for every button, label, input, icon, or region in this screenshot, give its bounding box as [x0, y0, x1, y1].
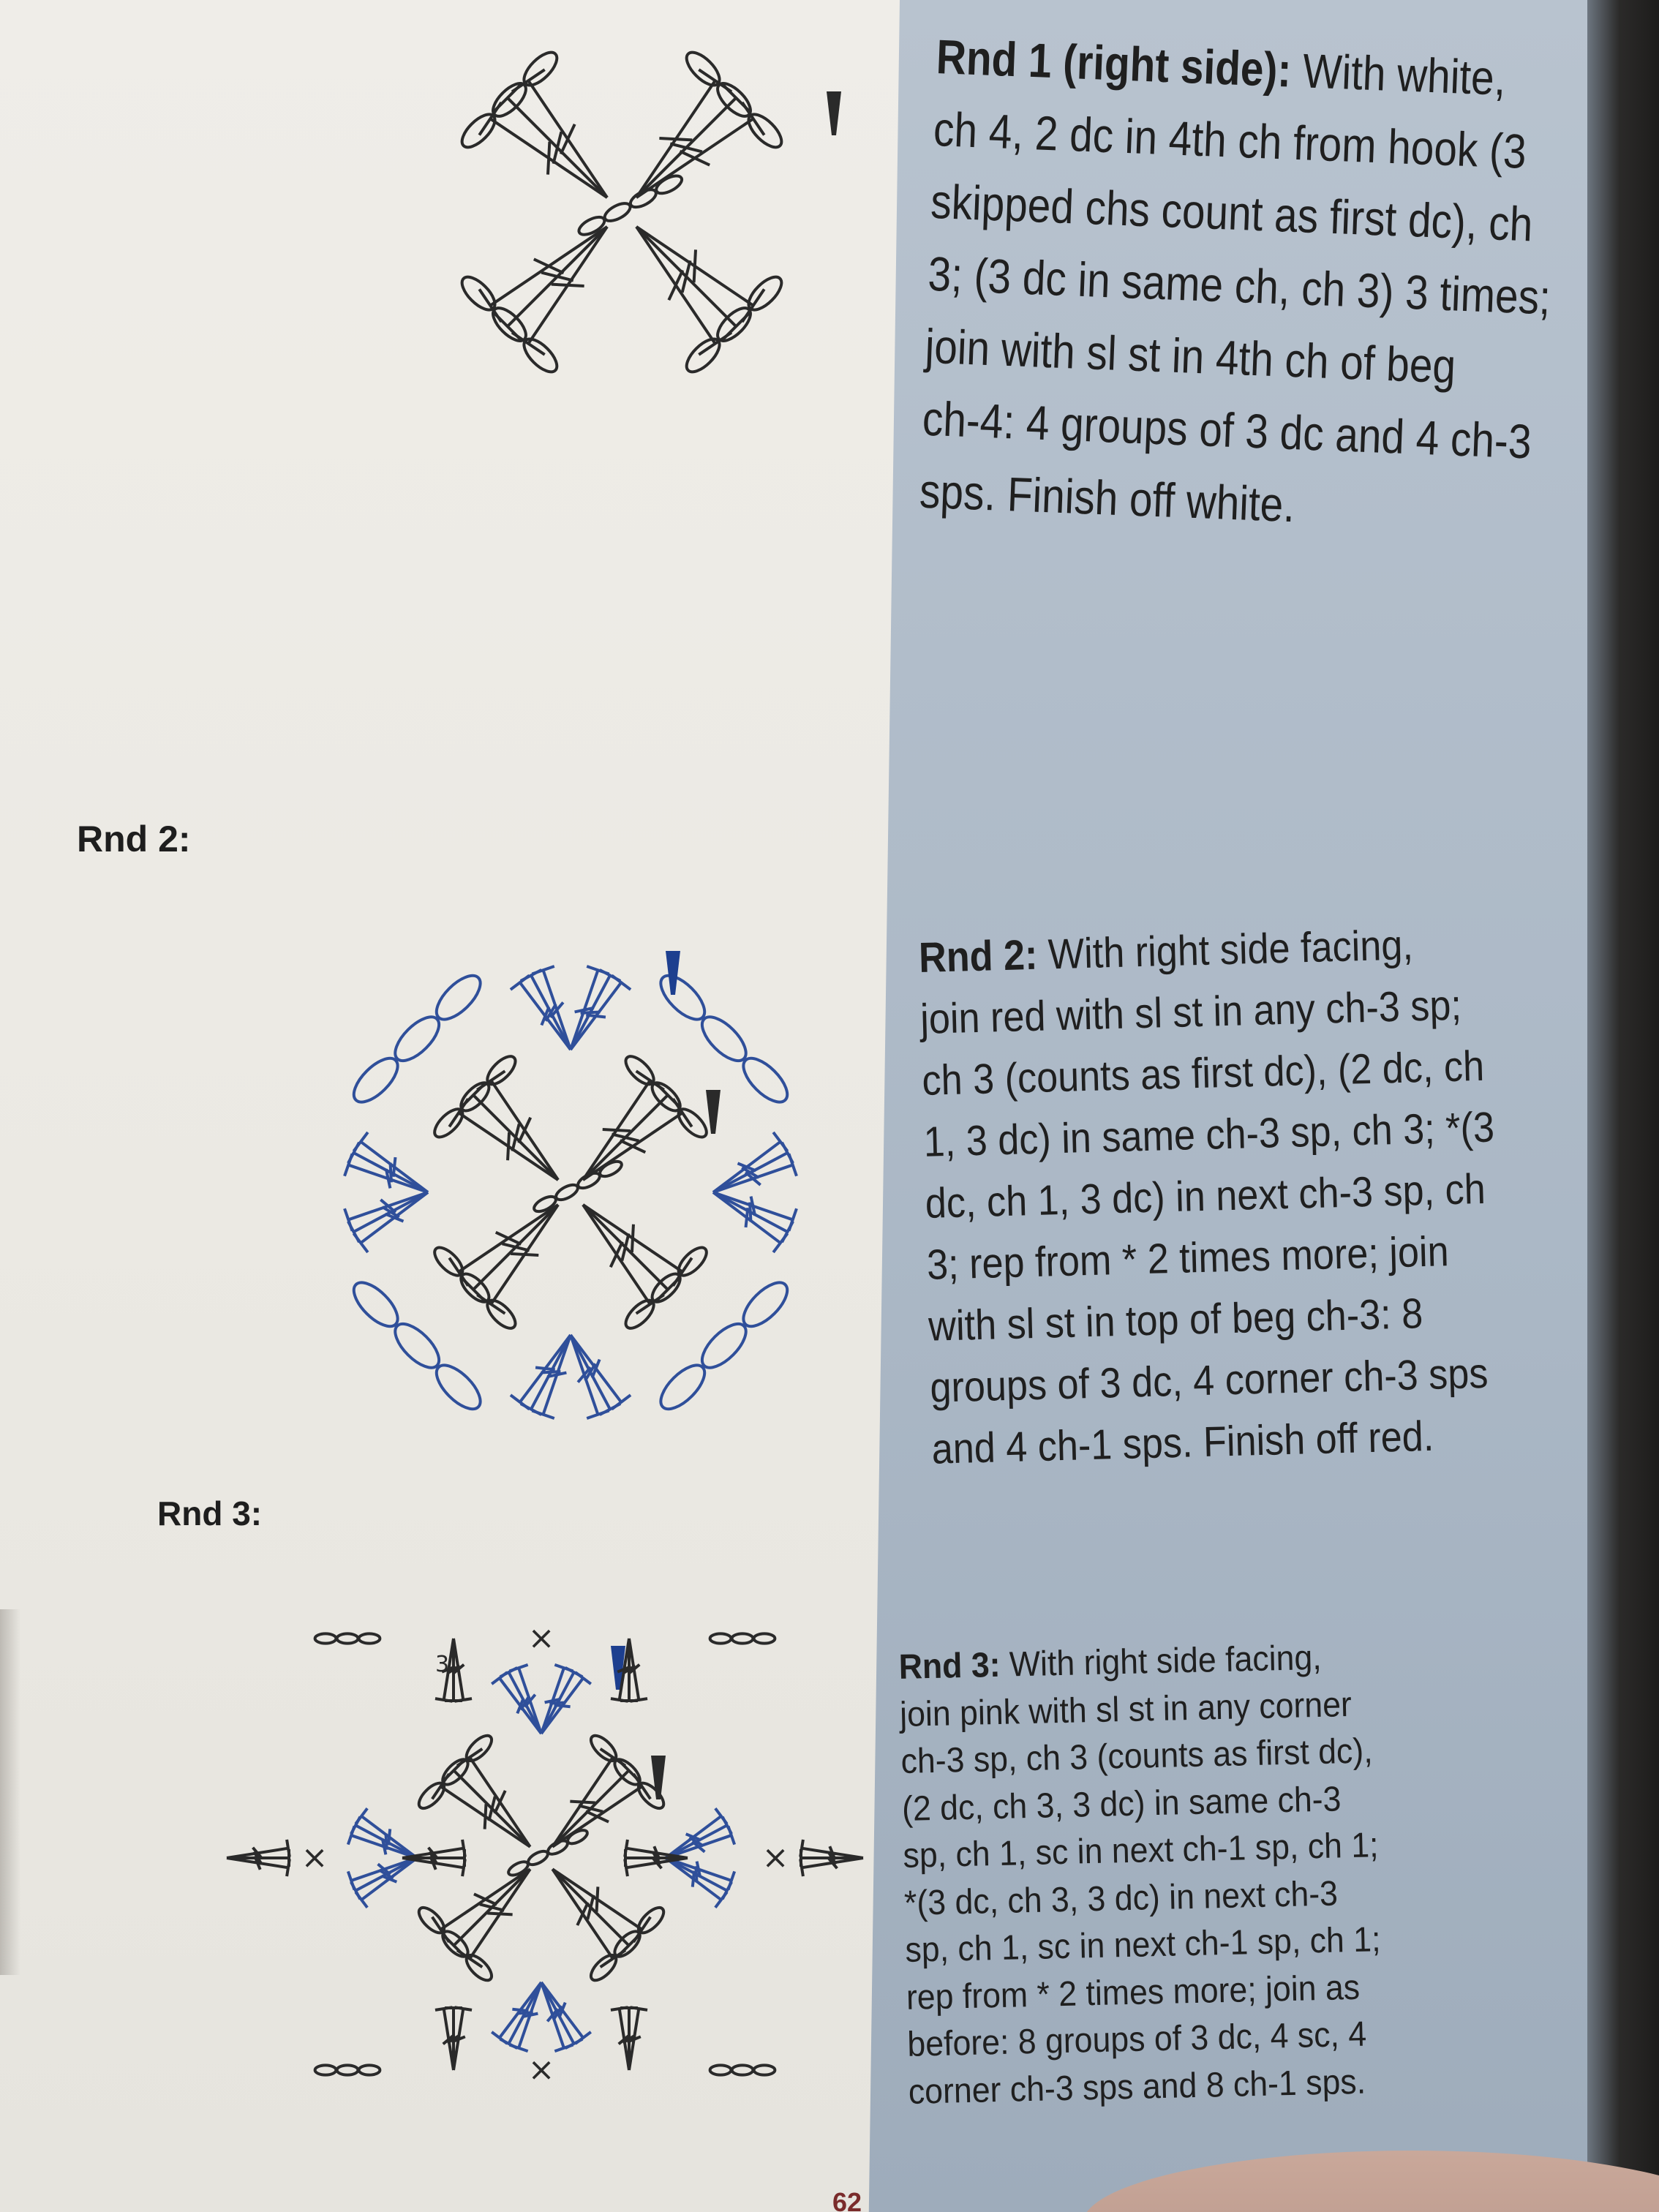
start-marker-icon	[651, 1756, 666, 1799]
rnd3-edge-dc-3	[625, 1840, 688, 1876]
dc-top	[631, 2007, 648, 2010]
rnd3-edge-dc-1	[611, 2007, 647, 2070]
dc-top	[612, 975, 631, 989]
rnd1-dc-group-2	[449, 1071, 558, 1180]
chain-stitch	[754, 1633, 775, 1643]
chain-stitch	[602, 200, 633, 225]
rnd3-diagram	[278, 1617, 819, 2092]
rnd3-text: sp, ch 1, sc in next ch-1 sp, ch 1;	[902, 1826, 1380, 1876]
rnd2-text: and 4 ch-1 sps. Finish off red.	[930, 1412, 1435, 1473]
dc-slash	[680, 151, 710, 165]
rnd1-dc-group-1	[479, 227, 607, 355]
rnd2-text: 1, 3 dc) in same ch-3 sp, ch 3; *(3	[922, 1103, 1495, 1166]
rnd1-motif	[456, 47, 786, 377]
dc-top	[576, 1672, 591, 1684]
rnd1-dc-group-1	[449, 1205, 558, 1314]
dc-slash	[485, 1804, 486, 1829]
rnd3-blue-dc-b2	[492, 1982, 541, 2051]
rnd3-edge-dc-1	[435, 2007, 472, 2070]
dc-slash	[489, 1797, 494, 1821]
start-marker-icon	[706, 1090, 721, 1134]
chain-stitch	[732, 1633, 753, 1643]
dc-slash	[487, 1914, 512, 1915]
chain-stitch	[337, 2065, 358, 2074]
dc-slash	[669, 270, 682, 300]
dc-slash	[496, 1233, 522, 1244]
rnd2-dc-group-b0	[571, 966, 631, 1050]
chain-stitch	[359, 1633, 380, 1643]
rnd2-outer-round	[345, 966, 797, 1418]
rnd2-dc-group-b2	[511, 1335, 571, 1418]
start-marker-blue-icon	[666, 951, 680, 995]
rnd2-text: dc, ch 1, 3 dc) in next ch-3 sp, ch	[925, 1165, 1486, 1227]
rnd1-diagram	[410, 0, 849, 439]
sc-stitch: ×	[301, 1839, 328, 1876]
dc-slash	[622, 1233, 628, 1260]
rnd1-dc-group-2	[479, 69, 607, 198]
chain-stitch	[359, 2065, 380, 2074]
chain-stitch	[654, 968, 712, 1026]
rnd2-label: Rnd 2:	[77, 819, 191, 859]
chain-stitch	[710, 1633, 731, 1643]
chain-stitch	[654, 1358, 712, 1416]
rnd3-heading: Rnd 3:	[898, 1645, 1001, 1687]
rnd1-dc-group-3	[636, 69, 764, 198]
chain-stitch	[710, 2065, 731, 2074]
rnd2-text: 3; rep from * 2 times more; join	[926, 1227, 1450, 1289]
dc-top	[353, 1132, 367, 1151]
dc-slash	[603, 1129, 631, 1131]
chain-stitch	[695, 1317, 753, 1374]
rnd2-dc-group-a0	[511, 966, 571, 1050]
dc-slash	[512, 1124, 519, 1151]
rnd1-dc-group-3	[583, 1071, 692, 1180]
dc-top	[773, 1233, 787, 1252]
rnd1-dc-group-0	[636, 227, 764, 355]
rnd1-text: With white,	[1290, 42, 1507, 105]
rnd3-blue-dc-a3	[348, 1858, 417, 1908]
dc-slash	[554, 1705, 571, 1707]
corner-count-label: 3	[435, 1652, 450, 1677]
dc-slash	[502, 1244, 529, 1250]
sc-stitch: ×	[761, 1839, 789, 1876]
rnd3-text: sp, ch 1, sc in next ch-1 sp, ch 1;	[904, 1920, 1381, 1970]
rnd3-text: corner ch-3 sps and 8 ch-1 sps.	[908, 2062, 1366, 2112]
rnd1-dc-group-1	[432, 1869, 530, 1967]
dc-top	[611, 1698, 628, 1701]
chain-stitch	[695, 1010, 753, 1068]
rnd1-dc-group-0	[552, 1869, 650, 1967]
dc-slash	[746, 1208, 748, 1227]
rnd2-dc-group-a2	[571, 1335, 631, 1418]
dc-slash	[512, 2009, 528, 2011]
rnd3-blue-dc-b0	[541, 1665, 591, 1734]
rnd1-text: ch-4: 4 groups of 3 dc and 4 ch-3	[921, 391, 1532, 469]
rnd3-text: join pink with sl st in any corner	[899, 1685, 1353, 1734]
chain-stitch	[315, 2065, 336, 2074]
chain-stitch	[347, 1276, 405, 1333]
dc-slash	[682, 260, 691, 293]
rnd2-text: with sl st in top of beg ch-3: 8	[928, 1290, 1423, 1350]
page-number: 62	[832, 2187, 862, 2212]
dc-top	[455, 2007, 473, 2010]
dc-slash	[480, 1904, 504, 1910]
dc-slash	[670, 143, 702, 151]
chain-stitch	[546, 1838, 569, 1857]
chain-stitch	[388, 1317, 446, 1374]
rnd1-dc-group-2	[432, 1749, 530, 1847]
dc-slash	[597, 1886, 598, 1911]
chain-stitch	[315, 1633, 336, 1643]
rnd3-blue-dc-a0	[492, 1665, 541, 1734]
rnd1-text: 3; (3 dc in same ch, ch 3) 3 times;	[927, 246, 1552, 325]
dc-slash	[388, 1829, 390, 1845]
chain-stitch	[737, 1276, 794, 1333]
dc-top	[492, 2032, 507, 2044]
dc-slash	[659, 138, 692, 140]
rnd3-text: With right side facing,	[999, 1638, 1323, 1685]
rnd3-corner-ch	[710, 1633, 775, 1643]
dc-slash	[587, 1895, 593, 1919]
rnd2-dc-group-b3	[345, 1132, 428, 1192]
sc-stitch: ×	[527, 1620, 555, 1657]
chain-stitch	[554, 1182, 580, 1203]
rnd1-motif	[430, 1052, 711, 1333]
chain-stitch	[429, 968, 487, 1026]
sc-stitch: ×	[527, 2051, 555, 2088]
dc-slash	[612, 1134, 639, 1140]
chain-stitch	[737, 1051, 794, 1109]
chain-stitch	[526, 1848, 549, 1867]
dc-slash	[511, 1254, 538, 1255]
rnd3-label: Rnd 3:	[157, 1494, 263, 1532]
rnd1-instructions	[918, 20, 1552, 549]
rnd1-text: join with sl st in 4th ch of beg	[924, 318, 1457, 394]
rnd2-dc-group-b1	[713, 1192, 797, 1252]
chain-stitch	[732, 2065, 753, 2074]
rnd3-text: rep from * 2 times more; join as	[906, 1968, 1361, 2017]
dc-top	[715, 1892, 727, 1908]
dc-slash	[548, 142, 549, 175]
rnd3-text: *(3 dc, ch 3, 3 dc) in next ch-3	[903, 1873, 1339, 1923]
dc-top	[287, 1859, 290, 1877]
chain-stitch	[429, 1358, 487, 1416]
rnd1-text: ch 4, 2 dc in 4th ch from hook (3	[932, 101, 1527, 178]
rnd1-dc-group-0	[583, 1205, 692, 1314]
dc-slash	[552, 285, 584, 286]
dc-slash	[586, 1015, 606, 1017]
dc-slash	[519, 1118, 530, 1143]
dc-top	[356, 1808, 367, 1824]
dc-slash	[579, 1805, 603, 1811]
dc-slash	[611, 1242, 622, 1268]
rnd3-blue-dc-a2	[541, 1982, 591, 2051]
rnd2-heading: Rnd 2:	[918, 930, 1039, 982]
chain-stitch	[628, 186, 658, 211]
rnd3-edge-dc-2	[402, 1840, 465, 1876]
dc-slash	[508, 1132, 509, 1160]
dc-slash	[394, 1157, 396, 1177]
rnd2-text: ch 3 (counts as first dc), (2 dc, ch	[921, 1042, 1485, 1105]
rnd2-ch3-corner-1	[654, 1276, 794, 1416]
page-edge-shadow	[0, 1609, 20, 1975]
chain-stitch	[388, 1010, 446, 1068]
chain-stitch	[337, 1633, 358, 1643]
rnd1-heading: Rnd 1 (right side):	[935, 29, 1293, 97]
rnd3-text: ch-3 sp, ch 3 (counts as first dc),	[900, 1731, 1374, 1781]
dc-top	[800, 1840, 803, 1857]
chain-stitch	[347, 1051, 405, 1109]
rnd3-blue-dc-a1	[666, 1808, 734, 1858]
dc-slash	[541, 273, 573, 281]
rnd2-text: With right side facing,	[1037, 921, 1414, 979]
rnd3-outer-round	[227, 1620, 863, 2088]
dc-slash	[632, 1224, 633, 1252]
rnd3-corner-ch	[315, 2065, 380, 2074]
rnd1-dc-group-3	[552, 1749, 650, 1847]
dc-slash	[693, 1871, 694, 1887]
dc-top	[435, 1698, 453, 1701]
rnd1-text: sps. Finish off white.	[918, 463, 1296, 533]
rnd3-blue-dc-b3	[348, 1808, 417, 1858]
rnd2-dc-group-a3	[345, 1192, 428, 1252]
rnd2-text: join red with sl st in any ch-3 sp;	[919, 981, 1462, 1043]
binding-shadow	[1587, 0, 1659, 2212]
dc-slash	[620, 1140, 646, 1152]
rnd3-corner-ch	[710, 2065, 775, 2074]
rnd3-instructions	[898, 1630, 1521, 2116]
chain-stitch	[576, 1170, 602, 1192]
rnd1-text: skipped chs count as first dc), ch	[930, 173, 1534, 252]
rnd2-ch3-corner-3	[347, 968, 487, 1109]
chain-stitch	[754, 2065, 775, 2074]
dc-top	[462, 1859, 465, 1877]
rnd3-text: before: 8 groups of 3 dc, 4 sc, 4	[906, 2014, 1367, 2064]
rnd2-ch3-corner-2	[347, 1276, 487, 1416]
dc-slash	[570, 1802, 595, 1803]
dc-slash	[553, 132, 561, 164]
rnd2-diagram	[307, 936, 863, 1434]
start-marker-icon	[827, 91, 841, 135]
rnd3-text: (2 dc, ch 3, 3 dc) in same ch-3	[901, 1779, 1342, 1829]
rnd3-corner-ch	[315, 1633, 380, 1643]
rnd2-instructions	[918, 912, 1525, 1481]
dc-slash	[535, 1368, 555, 1370]
dc-top	[511, 1395, 530, 1409]
rnd2-text: groups of 3 dc, 4 corner ch-3 sps	[929, 1349, 1489, 1412]
dc-slash	[694, 249, 696, 282]
dc-top	[625, 1840, 628, 1857]
dc-slash	[534, 259, 564, 273]
rnd3-blue-dc-b1	[666, 1858, 734, 1908]
dc-slash	[561, 124, 575, 154]
rnd2-dc-group-a1	[713, 1132, 797, 1192]
